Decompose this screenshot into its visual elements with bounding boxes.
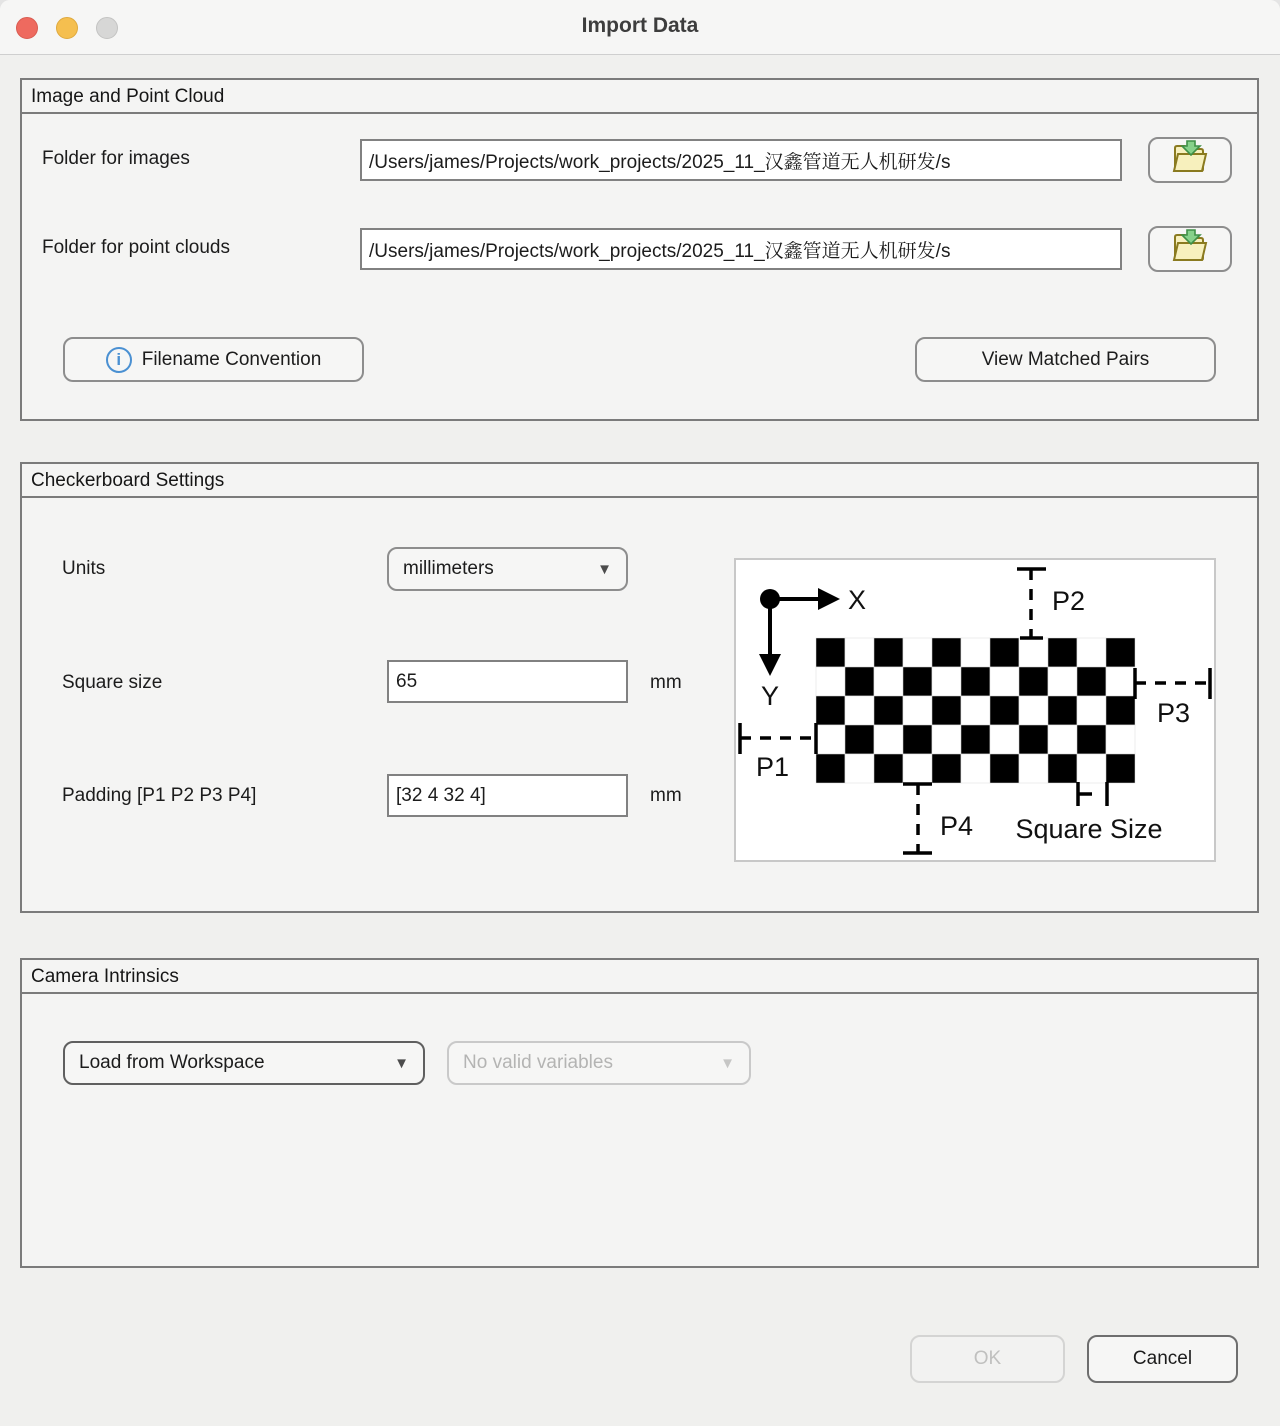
- folder-images-label: Folder for images: [42, 148, 190, 169]
- filename-convention-label: Filename Convention: [141, 348, 322, 370]
- padding-unit-label: mm: [650, 785, 682, 806]
- view-matched-pairs-button[interactable]: [915, 337, 1216, 382]
- padding-label: Padding [P1 P2 P3 P4]: [62, 785, 257, 806]
- intrinsics-variable-dropdown: [447, 1041, 751, 1085]
- p1-label: P1: [756, 752, 790, 782]
- chevron-down-icon: ▼: [720, 1054, 735, 1072]
- title-bar: [0, 0, 1280, 55]
- group-header-image-point-cloud: Image and Point Cloud: [22, 80, 1257, 114]
- open-folder-import-icon: [1168, 139, 1212, 181]
- folder-pointclouds-input[interactable]: [360, 228, 1122, 270]
- open-folder-import-icon: [1168, 228, 1212, 270]
- intrinsics-source-dropdown[interactable]: [63, 1041, 425, 1085]
- browse-pointclouds-button[interactable]: [1148, 226, 1232, 272]
- units-dropdown-value: millimeters: [403, 558, 494, 579]
- checkerboard-diagram: [734, 558, 1216, 862]
- view-matched-pairs-label: View Matched Pairs: [981, 348, 1150, 370]
- group-header-camera-intrinsics: Camera Intrinsics: [22, 960, 1257, 994]
- checkerboard-diagram-svg: [736, 560, 1214, 860]
- square-size-unit-label: mm: [650, 672, 682, 693]
- x-axis-arrow-icon: [818, 588, 840, 610]
- cancel-button-label: Cancel: [1132, 1348, 1193, 1369]
- group-camera-intrinsics: [20, 958, 1259, 1268]
- y-axis-label: Y: [760, 681, 780, 711]
- square-size-label: Square size: [62, 672, 163, 693]
- chevron-down-icon: ▼: [394, 1054, 409, 1072]
- p4-label: P4: [940, 811, 974, 841]
- browse-images-button[interactable]: [1148, 137, 1232, 183]
- square-size-input[interactable]: [387, 660, 628, 703]
- y-axis-arrow-icon: [759, 654, 781, 676]
- ok-button-label: OK: [973, 1348, 1002, 1369]
- info-icon: i: [106, 347, 132, 373]
- square-size-diagram-label: Square Size: [1015, 814, 1163, 844]
- chevron-down-icon: ▼: [597, 560, 612, 578]
- group-header-checkerboard: Checkerboard Settings: [22, 464, 1257, 498]
- x-axis-label: X: [848, 585, 867, 615]
- window-title: Import Data: [581, 14, 699, 37]
- padding-input[interactable]: [387, 774, 628, 817]
- cancel-button[interactable]: [1087, 1335, 1238, 1383]
- intrinsics-source-value: Load from Workspace: [79, 1052, 265, 1073]
- p3-label: P3: [1157, 698, 1191, 728]
- intrinsics-variable-value: No valid variables: [463, 1052, 613, 1073]
- units-dropdown[interactable]: [387, 547, 628, 591]
- filename-convention-button[interactable]: [63, 337, 364, 382]
- folder-images-input[interactable]: [360, 139, 1122, 181]
- folder-pointclouds-label: Folder for point clouds: [42, 237, 230, 258]
- checkerboard-pattern: [816, 638, 1135, 783]
- ok-button: [910, 1335, 1065, 1383]
- p2-label: P2: [1052, 586, 1086, 616]
- units-label: Units: [62, 558, 106, 579]
